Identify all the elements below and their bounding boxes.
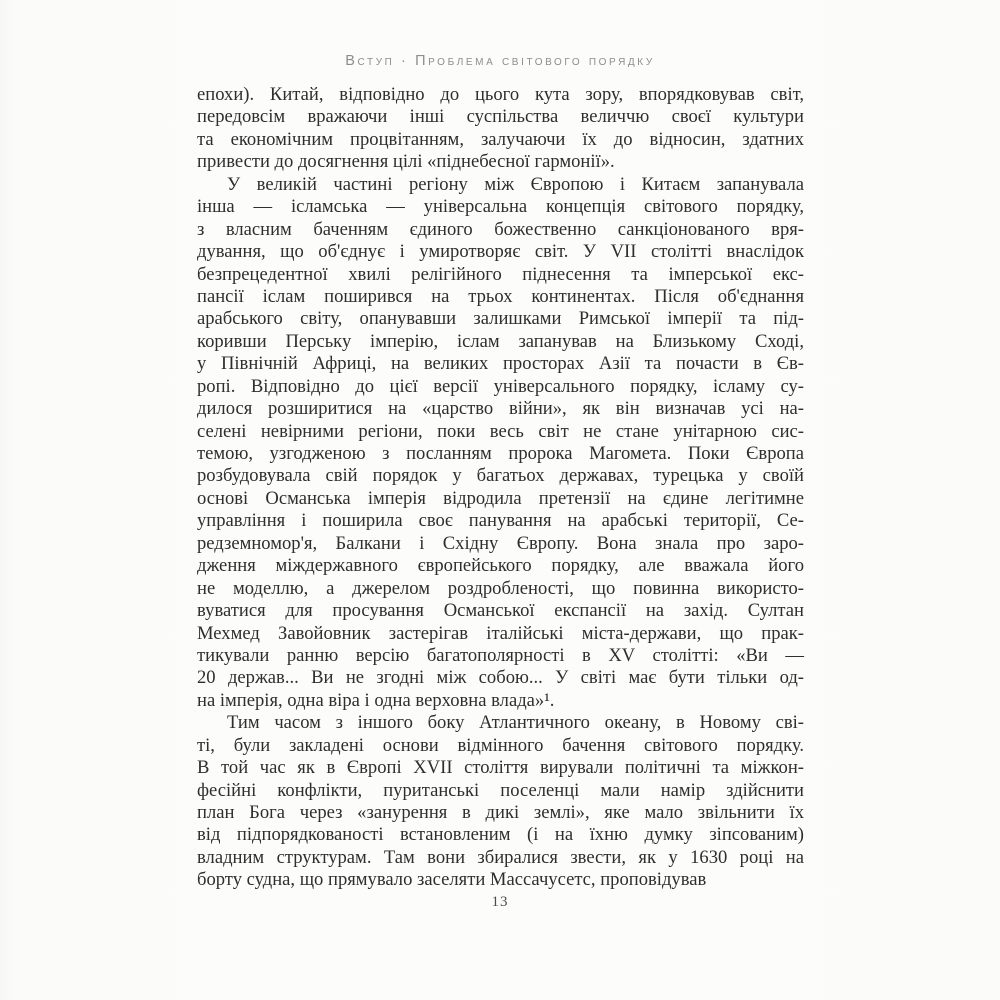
text-line: передовсім вражаючи інші суспільства величчю своєї культури — [197, 106, 804, 128]
text-line: Тим часом з іншого боку Атлантичного океану, в Новому сві- — [227, 712, 804, 734]
text-line: з власним баченням єдиного божественно санкціонованого вря- — [197, 218, 804, 240]
text-line: розбудовувала свій порядок у багатьох державах, турецька у своїй — [197, 465, 804, 487]
text-line: від підпорядкованості встановленим (і на їхню думку зіпсованим) — [197, 824, 804, 846]
text-line: фесійні конфлікти, пуританські поселенці мали намір здійснити — [197, 779, 804, 801]
text-line: ропі. Відповідно до цієї версії універсального порядку, ісламу су- — [197, 375, 804, 397]
text-line: В той час як в Європі XVII століття вирували політичні та міжкон- — [197, 757, 804, 779]
page-number: 13 — [491, 894, 509, 910]
text-line: безпрецедентної хвилі релігійного піднесення та імперської екс- — [197, 263, 804, 285]
text-line: редземномор'я, Балкани і Східну Європу. Вона знала про заро- — [197, 532, 804, 554]
paragraph — [197, 84, 804, 174]
text-line: коривши Перську імперію, іслам запанував на Близькому Сході, — [197, 330, 804, 352]
text-line: дження міждержавного європейського порядку, але вважала його — [197, 555, 804, 577]
text-line: борту судна, що прямувало заселяти Массачусетс, проповідував — [197, 869, 707, 891]
text-line: епохи). Китай, відповідно до цього кута зору, впорядковував світ, — [197, 84, 804, 105]
text-line: 20 держав... Ви не згодні між собою... У світі має бути тільки од- — [197, 667, 804, 689]
text-block — [197, 84, 804, 892]
text-line: селені невірними регіони, поки весь світ не стане унітарною сис- — [197, 420, 804, 442]
text-line: пансії іслам поширився на трьох континентах. Після об'єднання — [197, 285, 804, 307]
text-line: у Північній Африці, на великих просторах Азії та почасти в Єв- — [197, 353, 804, 375]
text-line: арабського світу, опанувавши залишками Римської імперії та під- — [197, 308, 804, 330]
text-line: на імперія, одна віра і одна верховна влада»¹. — [197, 689, 555, 711]
paragraph — [197, 174, 804, 713]
text-line: основі Османська імперія відродила претензії на єдине легітимне — [197, 487, 804, 509]
text-line: тикували ранню версію багатополярності в XV столітті: «Ви — — [197, 644, 804, 666]
text-line: дилося розширитися на «царство війни», як він визначав усі на- — [197, 398, 804, 420]
text-line: дування, що об'єднує і умиротворяє світ. У VII столітті внаслідок — [197, 241, 804, 263]
text-line: вуватися для просування Османської експансії на захід. Султан — [197, 600, 804, 622]
text-line: управління і поширила своє панування на арабські території, Се- — [197, 510, 804, 532]
text-line: привести до досягнення цілі «піднебесної гармонії». — [197, 151, 615, 173]
text-line: Мехмед Завойовник застерігав італійські міста-держави, що прак- — [197, 622, 804, 644]
text-line: план Бога через «занурення в дикі землі», яке мало звільнити їх — [197, 802, 804, 823]
text-line: владним структурам. Там вони збиралися звести, як у 1630 році на — [197, 846, 804, 868]
text-line: ті, були закладені основи відмінного бачення світового порядку. — [197, 734, 804, 756]
text-line: інша — ісламська — універсальна концепція світового порядку, — [197, 196, 804, 218]
text-line: У великій частині регіону між Європою і Китаєм запанувала — [227, 173, 804, 195]
text-line: темою, узгодженою з посланням пророка Магомета. Поки Європа — [197, 443, 804, 464]
paragraph — [197, 712, 804, 892]
running-header: Вступ · Проблема світового порядку — [345, 53, 655, 69]
text-line: та економічним процвітанням, залучаючи їх до відносин, здатних — [197, 128, 804, 150]
text-line: не моделлю, а джерелом роздробленості, що повинна використо- — [197, 577, 804, 599]
